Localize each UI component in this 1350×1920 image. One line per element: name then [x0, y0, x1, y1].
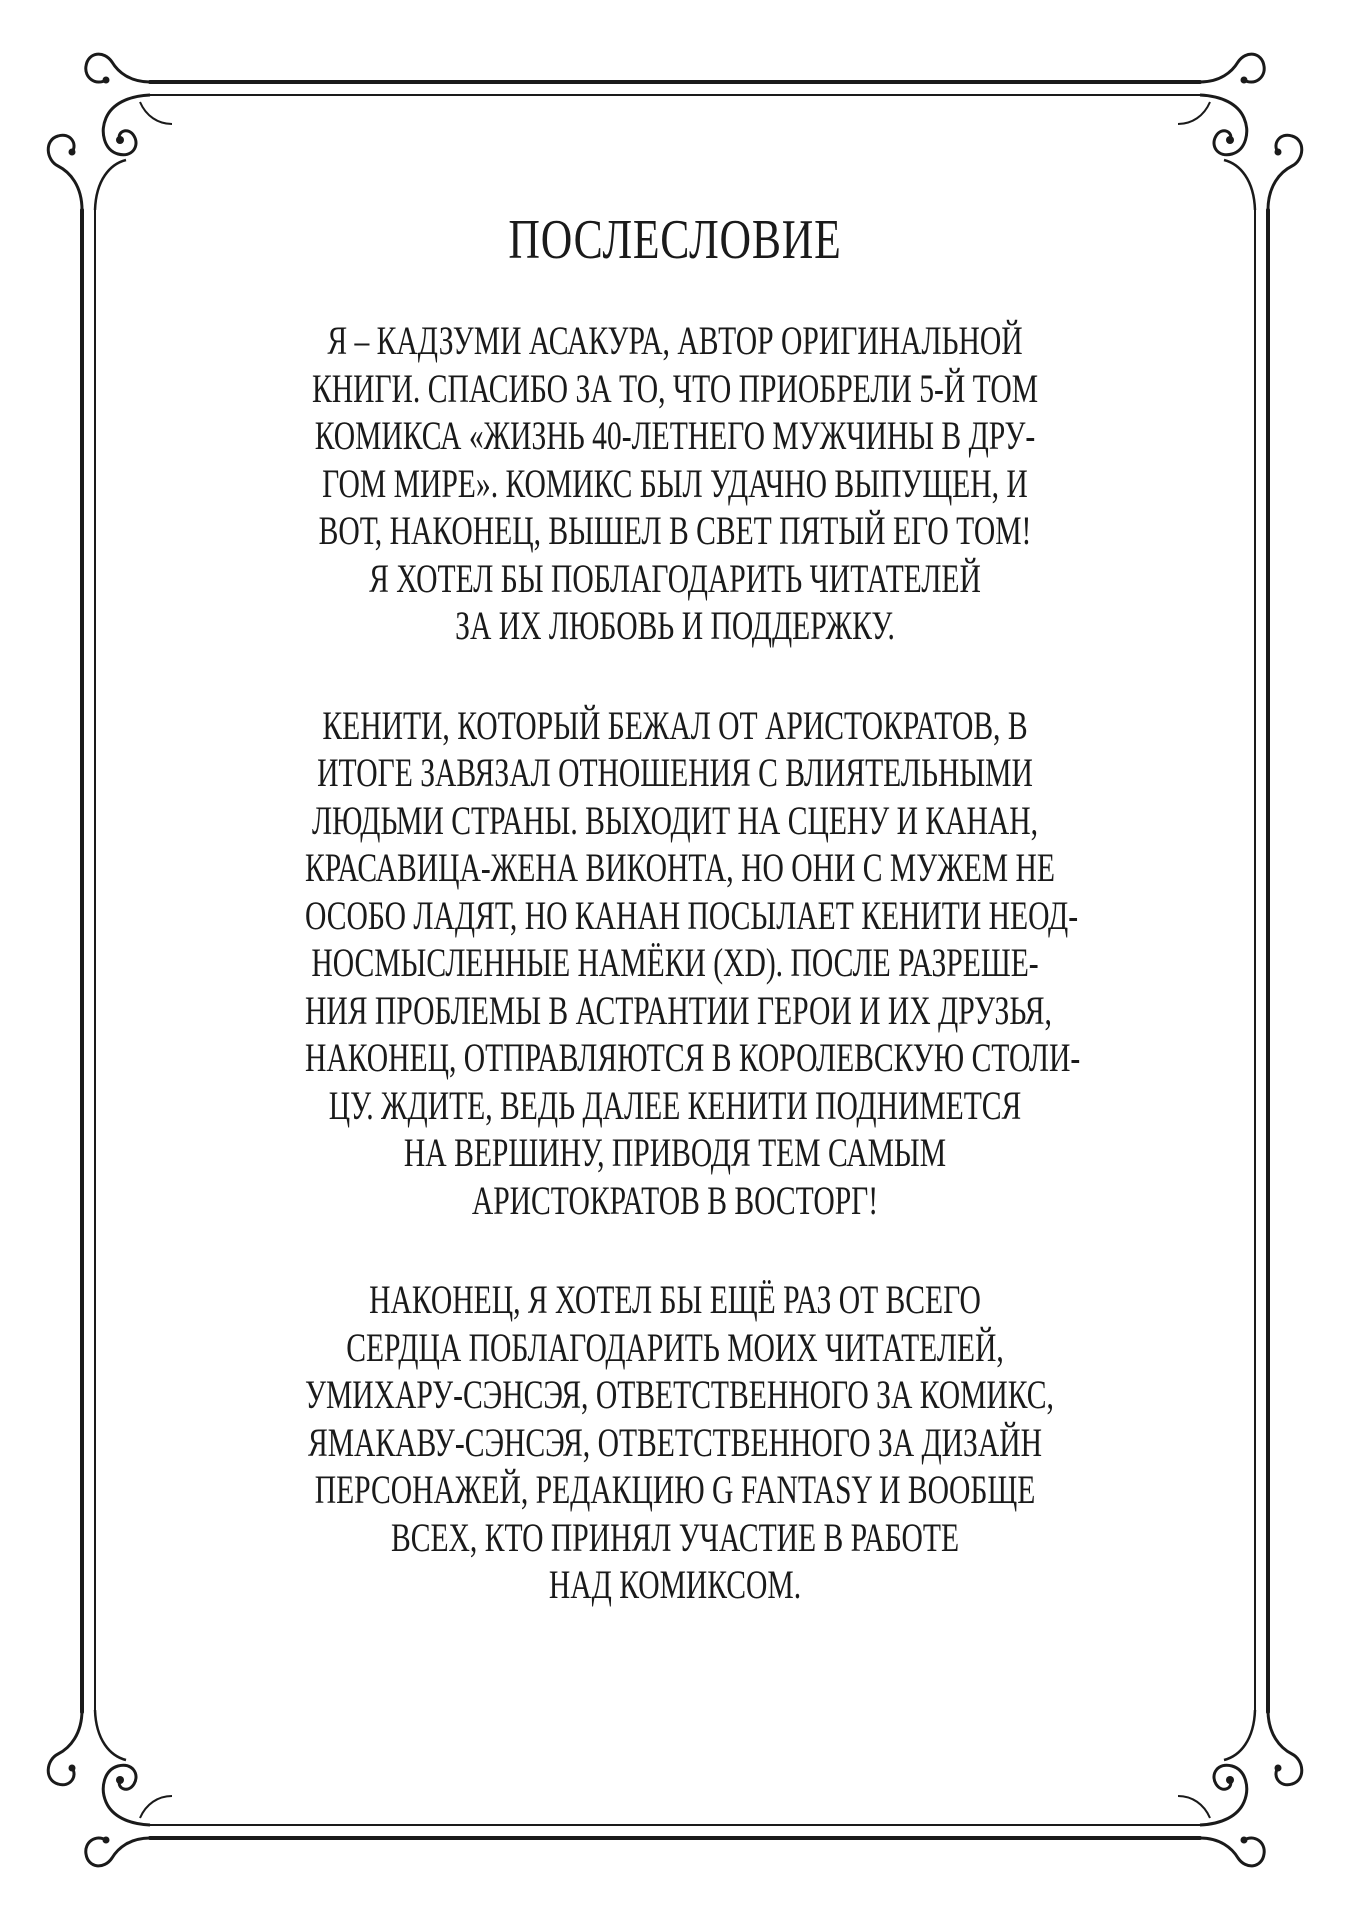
text-line: ПЕРСОНАЖЕЙ, РЕДАКЦИЮ G FANTASY И ВООБЩЕ [314, 1467, 1036, 1512]
text-line: ВСЕХ, КТО ПРИНЯЛ УЧАСТИЕ В РАБОТЕ [390, 1514, 960, 1560]
paragraph-3 [175, 1276, 1175, 1609]
text-line: ЯМАКАВУ-СЭНСЭЯ, ОТВЕТСТВЕННОГО ЗА ДИЗАЙН [307, 1419, 1043, 1465]
text-line: НАКОНЕЦ, Я ХОТЕЛ БЫ ЕЩЁ РАЗ ОТ ВСЕГО [369, 1277, 981, 1322]
text-line: КНИГИ. СПАСИБО ЗА ТО, ЧТО ПРИОБРЕЛИ 5-Й ТОМ [311, 365, 1039, 411]
text-line: ВОТ, НАКОНЕЦ, ВЫШЕЛ В СВЕТ ПЯТЫЙ ЕГО ТОМ! [318, 508, 1032, 553]
paragraph-2 [175, 702, 1175, 1225]
text-line: ГОМ МИРЕ». КОМИКС БЫЛ УДАЧНО ВЫПУЩЕН, И [322, 460, 1028, 506]
text-line: НИЯ ПРОБЛЕМЫ В АСТРАНТИИ ГЕРОИ И ИХ ДРУЗЬЯ, [305, 987, 1052, 1033]
page-title: ПОСЛЕСЛОВИЕ [508, 209, 842, 271]
text-line: Я – КАДЗУМИ АСАКУРА, АВТОР ОРИГИНАЛЬНОЙ [327, 318, 1023, 363]
text-line: ЦУ. ЖДИТЕ, ВЕДЬ ДАЛЕЕ КЕНИТИ ПОДНИМЕТСЯ [328, 1082, 1022, 1128]
afterword-text-block [175, 205, 1175, 1609]
text-line: НА ВЕРШИНУ, ПРИВОДЯ ТЕМ САМЫМ [403, 1130, 947, 1175]
text-line: КЕНИТИ, КОТОРЫЙ БЕЖАЛ ОТ АРИСТОКРАТОВ, В [322, 702, 1028, 748]
text-line: ЛЮДЬМИ СТРАНЫ. ВЫХОДИТ НА СЦЕНУ И КАНАН, [311, 797, 1039, 843]
text-line: НАД КОМИКСОМ. [548, 1562, 802, 1607]
text-line: ОСОБО ЛАДЯТ, НО КАНАН ПОСЫЛАЕТ КЕНИТИ НЕОД- [305, 892, 1079, 938]
paragraph-1 [175, 317, 1175, 650]
text-line: НОСМЫСЛЕННЫЕ НАМЁКИ (XD). ПОСЛЕ РАЗРЕШЕ- [311, 940, 1039, 985]
text-line: ЗА ИХ ЛЮБОВЬ И ПОДДЕРЖКУ. [455, 603, 895, 648]
text-line: ИТОГЕ ЗАВЯЗАЛ ОТНОШЕНИЯ С ВЛИЯТЕЛЬНЫМИ [317, 750, 1033, 795]
text-line: КОМИКСА «ЖИЗНЬ 40-ЛЕТНЕГО МУЖЧИНЫ В ДРУ- [314, 413, 1036, 458]
text-line: Я ХОТЕЛ БЫ ПОБЛАГОДАРИТЬ ЧИТАТЕЛЕЙ [369, 555, 981, 601]
text-line: СЕРДЦА ПОБЛАГОДАРИТЬ МОИХ ЧИТАТЕЛЕЙ, [346, 1324, 1004, 1370]
text-line: УМИХАРУ-СЭНСЭЯ, ОТВЕТСТВЕННОГО ЗА КОМИКС, [305, 1372, 1054, 1417]
text-line: НАКОНЕЦ, ОТПРАВЛЯЮТСЯ В КОРОЛЕВСКУЮ СТОЛИ- [305, 1035, 1081, 1080]
text-line: КРАСАВИЦА-ЖЕНА ВИКОНТА, НО ОНИ С МУЖЕМ НЕ [305, 845, 1055, 890]
text-line: АРИСТОКРАТОВ В ВОСТОРГ! [471, 1177, 879, 1223]
